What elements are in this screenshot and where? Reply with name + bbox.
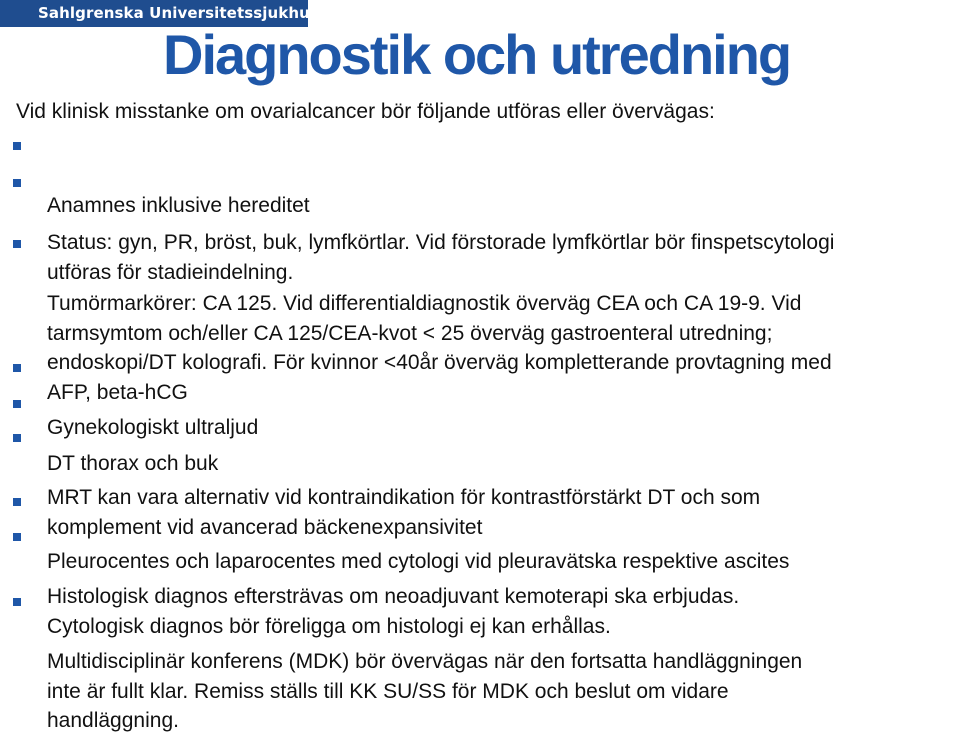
bullet-text: MRT kan vara alternativ vid kontraindikation för kontrastförstärkt DT och som komplement vid avancerad bäckenexpansivitet [47,486,761,539]
bullet-item [47,588,802,736]
bullet-text: Anamnes inklusive hereditet [47,194,310,217]
square-bullet-icon [13,533,21,541]
bullet-text: Status: gyn, PR, bröst, buk, lymfkörtlar. Vid förstorade lymfkörtlar bör finspetscytologi utföras för stadieindelning. [47,231,835,284]
square-bullet-icon [13,400,21,408]
bullet-text: Gynekologiskt ultraljud [47,416,259,439]
slide-title: Diagnostik och utredning [163,23,791,86]
bullet-text: DT thorax och buk [47,452,219,475]
intro-text: Vid klinisk misstanke om ovarialcancer bör följande utföras eller övervägas: [16,100,715,123]
bullet-text: Pleurocentes och laparocentes med cytologi vid pleuravätska respektive ascites [47,550,790,573]
bullet-text: Histologisk diagnos eftersträvas om neoadjuvant kemoterapi ska erbjudas. Cytologisk diagnos bör föreligga om histologi ej kan erhållas. [47,585,740,638]
square-bullet-icon [13,434,21,442]
square-bullet-icon [13,179,21,187]
bullet-text: Multidisciplinär konferens (MDK) bör övervägas när den fortsatta handläggningen inte är fullt klar. Remiss ställs till KK SU/SS för MDK och beslut om vidare handläggning. [47,650,803,732]
square-bullet-icon [13,142,21,150]
square-bullet-icon [13,240,21,248]
hospital-brand-bar: Sahlgrenska Universitetssjukhuset [0,0,308,27]
square-bullet-icon [13,364,21,372]
square-bullet-icon [13,498,21,506]
square-bullet-icon [13,598,21,606]
bullet-text: Tumörmarkörer: CA 125. Vid differentialdiagnostik överväg CEA och CA 19-9. Vid tarmsymtom och/eller CA 125/CEA-kvot < 25 överväg gastroenteral utredning; endoskopi/DT kolografi. För kvinnor <40år överväg kompletterande provtagning med AFP, beta-hCG [47,292,832,404]
